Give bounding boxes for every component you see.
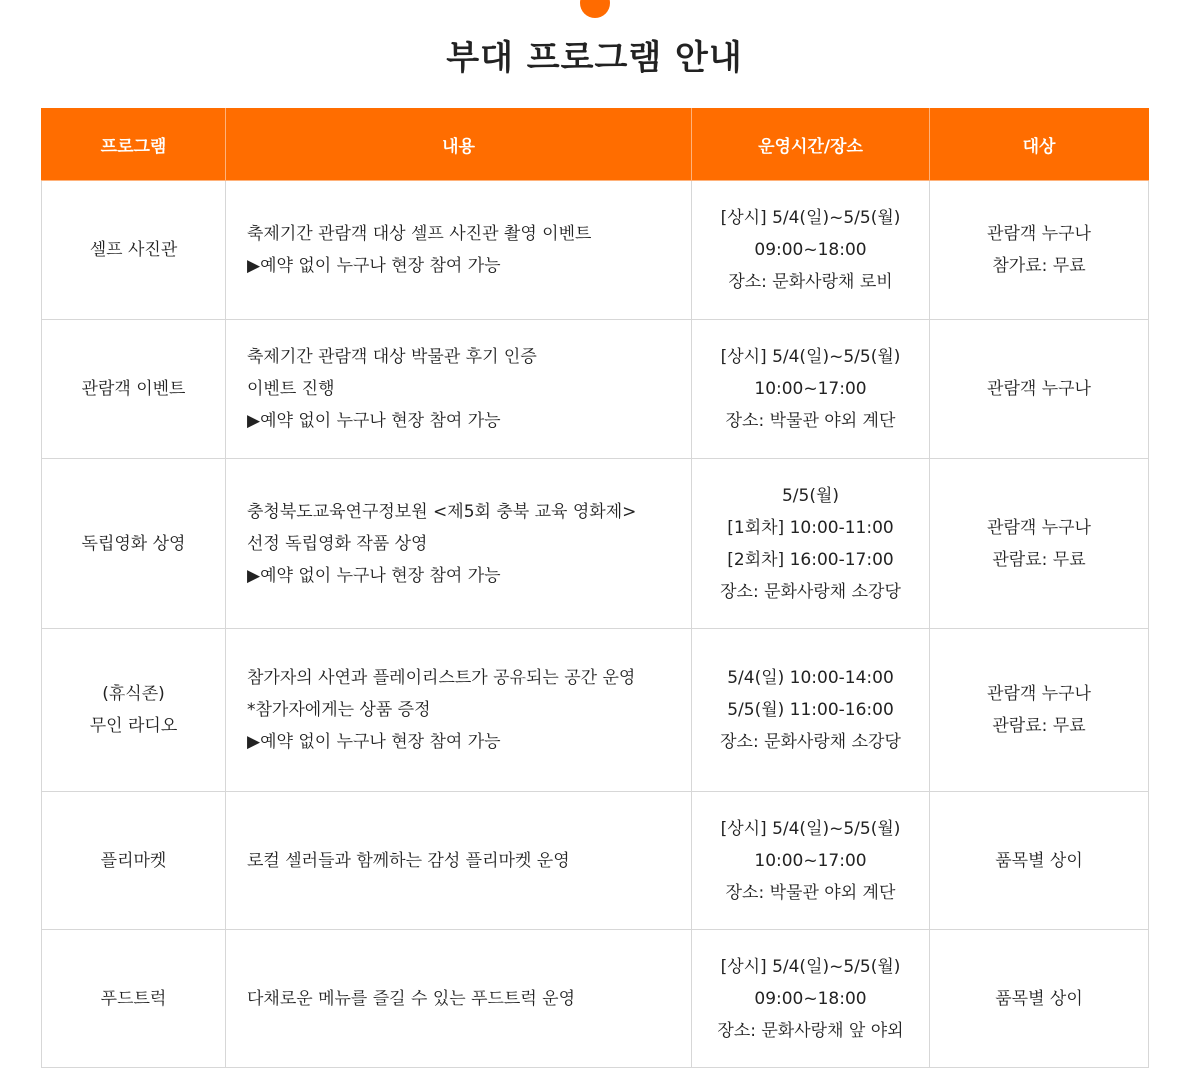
schedule-line: 5/4(일) 10:00-14:00 [727,668,894,688]
content-cell [226,181,692,320]
schedule-line: [상시] 5/4(일)~5/5(월) [720,818,901,839]
program-line: (휴식존) [102,684,165,704]
content-cell [226,459,692,629]
content-line: 축제기간 관람객 대상 셀프 사진관 촬영 이벤트 [247,224,592,244]
content-line: 충청북도교육연구정보원 <제5회 충북 교육 영화제> [247,501,637,522]
content-line: 로컬 셀러들과 함께하는 감성 플리마켓 운영 [247,850,570,871]
content-cell [226,629,692,792]
schedule-line: 10:00~17:00 [754,379,867,399]
target-line: 품목별 상이 [995,988,1083,1009]
target-cell [930,320,1149,459]
content-cell [226,930,692,1068]
program-cell [42,181,226,320]
target-line: 관람료: 무료 [992,549,1086,570]
table-row [42,792,1149,930]
program-line: 셀프 사진관 [89,240,178,260]
table-row [42,930,1149,1068]
table-row [42,629,1149,792]
program-line: 플리마켓 [100,850,167,871]
schedule-cell [692,930,930,1068]
program-table [41,108,1149,1068]
schedule-line: 09:00~18:00 [754,240,867,260]
target-cell [930,459,1149,629]
schedule-line: 장소: 문화사랑채 앞 야외 [717,1020,904,1041]
orange-dot-decoration [580,0,610,18]
content-line: ▶예약 없이 누구나 현장 참여 가능 [247,732,501,752]
schedule-cell [692,459,930,629]
content-line: ▶예약 없이 누구나 현장 참여 가능 [247,256,501,276]
target-line: 참가료: 무료 [992,256,1086,276]
target-line: 관람객 누구나 [987,224,1091,244]
target-line: 관람객 누구나 [987,517,1091,538]
schedule-line: 09:00~18:00 [754,988,867,1009]
content-cell [226,792,692,930]
schedule-line: 장소: 문화사랑채 로비 [728,272,893,292]
program-line: 관람객 이벤트 [81,379,186,399]
table-row [42,320,1149,459]
program-cell [42,320,226,459]
table-header-row [42,109,1149,181]
content-line: 축제기간 관람객 대상 박물관 후기 인증 [247,347,537,367]
schedule-line: 5/5(월) 11:00-16:00 [727,700,894,720]
content-line: *참가자에게는 상품 증정 [247,700,431,720]
content-line: 이벤트 진행 [247,379,335,399]
content-line: 선정 독립영화 작품 상영 [247,533,428,554]
header-program: 프로그램 [42,109,226,181]
schedule-line: [상시] 5/4(일)~5/5(월) [720,347,901,367]
schedule-line: 장소: 문화사랑채 소강당 [720,581,901,602]
schedule-cell [692,320,930,459]
content-line: 참가자의 사연과 플레이리스트가 공유되는 공간 운영 [247,668,636,688]
schedule-line: 장소: 문화사랑채 소강당 [720,732,901,752]
target-cell [930,629,1149,792]
target-cell [930,181,1149,320]
schedule-line: [상시] 5/4(일)~5/5(월) [720,208,901,228]
schedule-cell [692,629,930,792]
program-cell [42,792,226,930]
program-line: 무인 라디오 [89,716,178,736]
schedule-line: 장소: 박물관 야외 계단 [725,882,896,903]
table-row [42,181,1149,320]
page-title: 부대 프로그램 안내 [446,38,743,78]
schedule-line: 5/5(월) [781,485,840,506]
content-line: 다채로운 메뉴를 즐길 수 있는 푸드트럭 운영 [247,988,576,1009]
table-row [42,459,1149,629]
header-content: 내용 [226,109,692,181]
schedule-line: [2회차] 16:00-17:00 [727,549,894,570]
program-cell [42,629,226,792]
header-schedule: 운영시간/장소 [692,109,930,181]
target-line: 품목별 상이 [995,850,1083,871]
target-cell [930,792,1149,930]
schedule-line: 10:00~17:00 [754,850,867,871]
schedule-line: [1회차] 10:00-11:00 [727,517,894,538]
schedule-line: 장소: 박물관 야외 계단 [725,411,896,431]
program-cell [42,930,226,1068]
schedule-cell [692,181,930,320]
program-line: 푸드트럭 [100,988,167,1009]
target-line: 관람객 누구나 [987,379,1091,399]
schedule-line: [상시] 5/4(일)~5/5(월) [720,956,901,977]
program-line: 독립영화 상영 [81,533,186,554]
header-target: 대상 [930,109,1149,181]
content-line: ▶예약 없이 누구나 현장 참여 가능 [247,565,501,586]
target-cell [930,930,1149,1068]
program-cell [42,459,226,629]
content-line: ▶예약 없이 누구나 현장 참여 가능 [247,411,501,431]
schedule-cell [692,792,930,930]
target-line: 관람객 누구나 [987,684,1091,704]
content-cell [226,320,692,459]
target-line: 관람료: 무료 [992,716,1086,736]
